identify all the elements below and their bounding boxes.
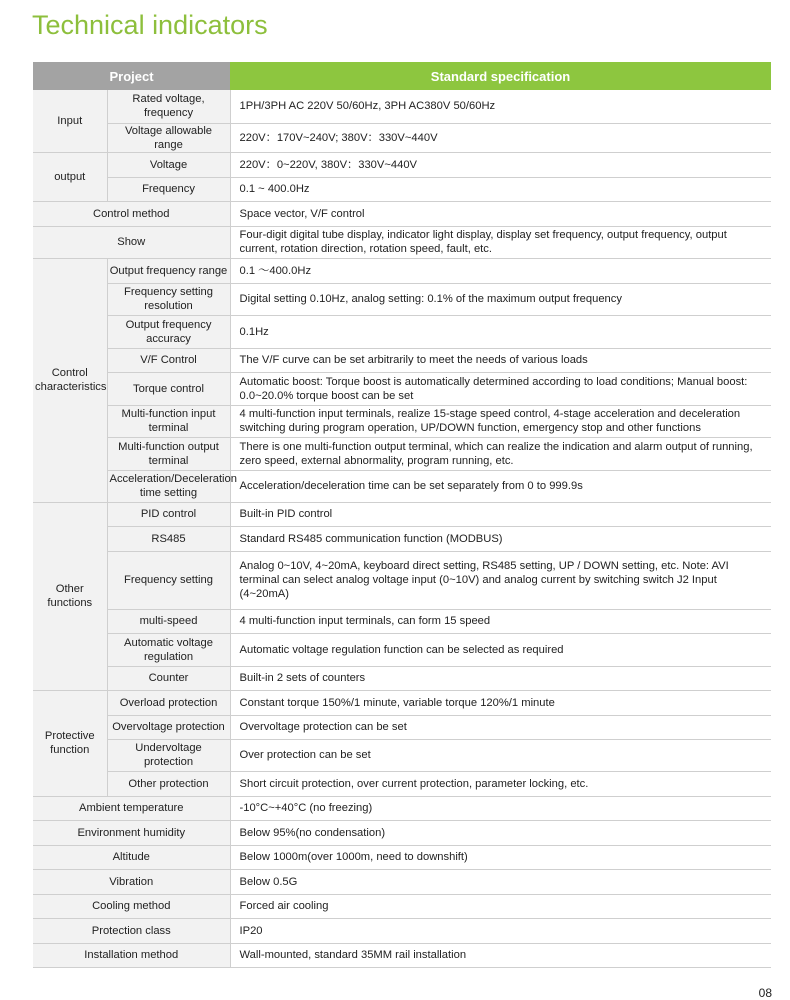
spec-value: Digital setting 0.10Hz, analog setting: 0.1% of the maximum output frequency xyxy=(230,283,771,315)
spec-value: Built-in 2 sets of counters xyxy=(230,666,771,690)
table-row xyxy=(33,152,771,177)
spec-value: Below 0.5G xyxy=(230,869,771,894)
table-row xyxy=(33,551,771,609)
row-label: Multi-function input terminal xyxy=(107,405,230,437)
row-label: Other protection xyxy=(107,771,230,796)
spec-value: The V/F curve can be set arbitrarily to meet the needs of various loads xyxy=(230,348,771,372)
table-row xyxy=(33,123,771,152)
category-label: Input xyxy=(33,90,107,152)
category-label: Protective function xyxy=(33,690,107,796)
row-label: multi-speed xyxy=(107,609,230,633)
table-row xyxy=(33,633,771,666)
table-row xyxy=(33,502,771,526)
table-row xyxy=(33,739,771,771)
table-row xyxy=(33,918,771,943)
spec-value: 0.1 ~ 400.0Hz xyxy=(230,177,771,201)
row-label: Overvoltage protection xyxy=(107,715,230,739)
row-label: Output frequency range xyxy=(107,258,230,283)
row-label: Frequency setting resolution xyxy=(107,283,230,315)
table-row xyxy=(33,715,771,739)
spec-value: Four-digit digital tube display, indicator light display, display set frequency, output frequency, output current, rotation direction, rotation speed, fault, etc. xyxy=(230,226,771,258)
spec-value: Overvoltage protection can be set xyxy=(230,715,771,739)
category-label: Other functions xyxy=(33,502,107,690)
spec-table xyxy=(33,62,771,968)
spec-value: There is one multi-function output terminal, which can realize the indication and alarm output of running, zero speed, external abnormality, program running, etc. xyxy=(230,437,771,470)
page-number: 08 xyxy=(758,986,772,1000)
spec-value: 0.1Hz xyxy=(230,315,771,348)
header-project: Project xyxy=(33,62,230,90)
spec-value: Automatic boost: Torque boost is automatically determined according to load conditions; Manual boost: 0.0~20.0% torque boost can be set xyxy=(230,372,771,405)
row-label: Show xyxy=(33,226,230,258)
spec-value: Automatic voltage regulation function can be selected as required xyxy=(230,633,771,666)
spec-value: Below 95%(no condensation) xyxy=(230,820,771,845)
table-row xyxy=(33,609,771,633)
spec-value: Acceleration/deceleration time can be set separately from 0 to 999.9s xyxy=(230,470,771,502)
row-label: Ambient temperature xyxy=(33,796,230,820)
row-label: Installation method xyxy=(33,943,230,967)
table-row xyxy=(33,177,771,201)
row-label: Multi-function output terminal xyxy=(107,437,230,470)
row-label: Automatic voltage regulation xyxy=(107,633,230,666)
table-row xyxy=(33,845,771,869)
spec-value: Short circuit protection, over current protection, parameter locking, etc. xyxy=(230,771,771,796)
table-row xyxy=(33,315,771,348)
table-row xyxy=(33,372,771,405)
table-row xyxy=(33,796,771,820)
table-row xyxy=(33,405,771,437)
table-row xyxy=(33,348,771,372)
spec-value: 1PH/3PH AC 220V 50/60Hz, 3PH AC380V 50/60Hz xyxy=(230,90,771,123)
row-label: Protection class xyxy=(33,918,230,943)
table-row xyxy=(33,470,771,502)
table-row xyxy=(33,226,771,258)
table-row xyxy=(33,690,771,715)
row-label: Frequency setting xyxy=(107,551,230,609)
table-row xyxy=(33,894,771,918)
spec-value: Wall-mounted, standard 35MM rail installation xyxy=(230,943,771,967)
spec-value: 220V：0~220V, 380V：330V~440V xyxy=(230,152,771,177)
spec-value: 220V：170V~240V; 380V：330V~440V xyxy=(230,123,771,152)
row-label: Altitude xyxy=(33,845,230,869)
row-label: Counter xyxy=(107,666,230,690)
spec-value: -10°C~+40°C (no freezing) xyxy=(230,796,771,820)
row-label: Acceleration/Deceleration time setting xyxy=(107,470,230,502)
spec-value: 4 multi-function input terminals, can form 15 speed xyxy=(230,609,771,633)
row-label: Rated voltage, frequency xyxy=(107,90,230,123)
category-label: Control characteristics xyxy=(33,258,107,502)
table-row xyxy=(33,283,771,315)
spec-value: Constant torque 150%/1 minute, variable torque 120%/1 minute xyxy=(230,690,771,715)
row-label: Torque control xyxy=(107,372,230,405)
table-header-row xyxy=(33,62,771,90)
spec-value: Over protection can be set xyxy=(230,739,771,771)
table-row xyxy=(33,666,771,690)
spec-value: Standard RS485 communication function (MODBUS) xyxy=(230,526,771,551)
row-label: V/F Control xyxy=(107,348,230,372)
spec-value: Space vector, V/F control xyxy=(230,201,771,226)
row-label: RS485 xyxy=(107,526,230,551)
row-label: Cooling method xyxy=(33,894,230,918)
row-label: Vibration xyxy=(33,869,230,894)
spec-value: Below 1000m(over 1000m, need to downshift) xyxy=(230,845,771,869)
row-label: Output frequency accuracy xyxy=(107,315,230,348)
table-row xyxy=(33,943,771,967)
spec-value: Built-in PID control xyxy=(230,502,771,526)
spec-value: IP20 xyxy=(230,918,771,943)
row-label: Overload protection xyxy=(107,690,230,715)
spec-value: 4 multi-function input terminals, realize 15-stage speed control, 4-stage acceleration and deceleration switching during program operation, UP/DOWN function, emergency stop and other functions xyxy=(230,405,771,437)
row-label: Voltage allowable range xyxy=(107,123,230,152)
category-label: output xyxy=(33,152,107,201)
table-row xyxy=(33,820,771,845)
spec-value: Analog 0~10V, 4~20mA, keyboard direct setting, RS485 setting, UP / DOWN setting, etc. Note: AVI terminal can select analog voltage input (0~10V) and analog current by switching switch J2 Input (4~20mA) xyxy=(230,551,771,609)
table-row xyxy=(33,437,771,470)
row-label: Control method xyxy=(33,201,230,226)
table-row xyxy=(33,258,771,283)
table-row xyxy=(33,526,771,551)
table-row xyxy=(33,869,771,894)
row-label: Environment humidity xyxy=(33,820,230,845)
table-row xyxy=(33,771,771,796)
spec-value: Forced air cooling xyxy=(230,894,771,918)
row-label: Voltage xyxy=(107,152,230,177)
table-row xyxy=(33,201,771,226)
header-spec: Standard specification xyxy=(230,62,771,90)
page-title: Technical indicators xyxy=(32,10,268,40)
spec-table-body xyxy=(33,90,771,967)
row-label: Frequency xyxy=(107,177,230,201)
table-row xyxy=(33,90,771,123)
spec-value: 0.1 ～400.0Hz xyxy=(230,258,771,283)
row-label: PID control xyxy=(107,502,230,526)
row-label: Undervoltage protection xyxy=(107,739,230,771)
